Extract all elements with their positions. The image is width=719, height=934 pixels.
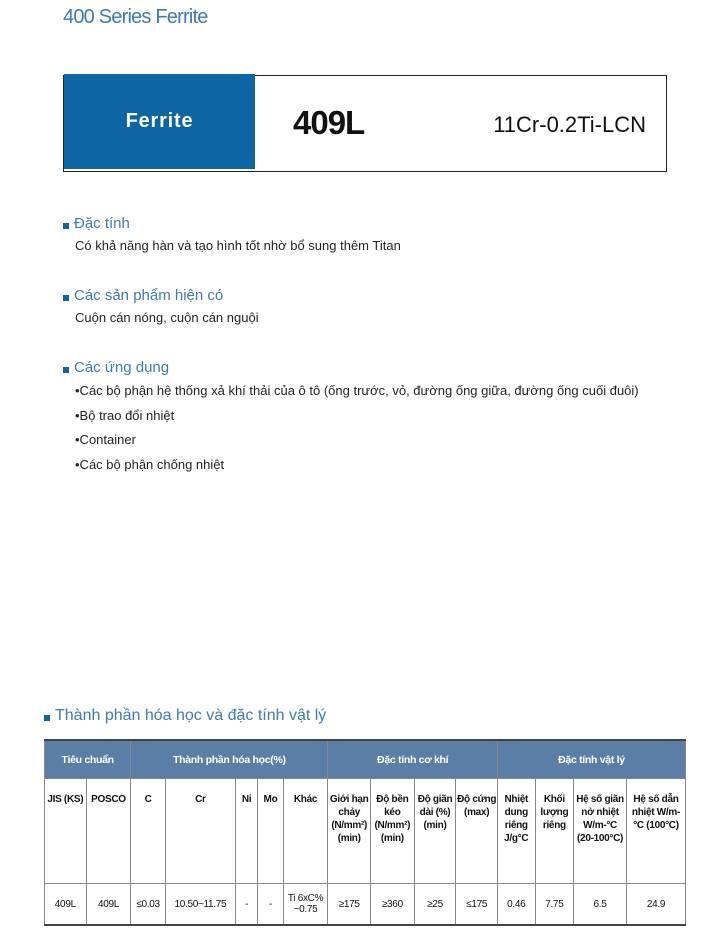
col-header-conductivity: Hệ số dẫn nhiệt W/m-°C (100°C) [626, 779, 685, 884]
col-header-tensile: Độ bền kéo (N/mm²) (min) [371, 779, 415, 884]
table-row [45, 884, 686, 926]
specs-table [44, 739, 686, 926]
composition-label: 11Cr-0.2Ti-LCN [493, 112, 646, 137]
cell-c: ≤0.03 [131, 884, 166, 926]
application-item: •Bộ trao đổi nhiệt [75, 407, 175, 423]
col-header-c: C [131, 779, 166, 884]
products-body: Cuộn cán nóng, cuộn cán nguội [75, 310, 259, 325]
products-title: Các sản phẩm hiện có [74, 287, 224, 304]
table-section-title [44, 707, 326, 725]
group-header-chemical: Thành phần hóa học(%) [131, 740, 328, 779]
cell-mo: - [258, 884, 283, 926]
application-item: •Container [75, 432, 136, 447]
cell-ni: - [235, 884, 257, 926]
cell-specific-heat: 0.46 [497, 884, 535, 926]
applications-title: Các ứng dụng [74, 359, 170, 376]
cell-hardness: ≤175 [456, 884, 498, 926]
group-header-mechanical: Đặc tính cơ khí [328, 740, 498, 779]
group-header-physical: Đặc tính vật lý [497, 740, 685, 779]
series-title: 400 Series Ferrite [63, 6, 208, 28]
square-bullet-icon [63, 223, 69, 229]
cell-tensile: ≥360 [371, 884, 415, 926]
cell-cr: 10.50~11.75 [165, 884, 235, 926]
cell-density: 7.75 [535, 884, 574, 926]
col-header-yield: Giới hạn chảy (N/mm²) (min) [328, 779, 371, 884]
properties-section [63, 215, 401, 253]
col-header-hardness: Độ cứng (max) [456, 779, 498, 884]
table-title: Thành phần hóa học và đặc tính vật lý [55, 707, 327, 724]
group-header-standard: Tiêu chuẩn [45, 740, 131, 779]
cell-conductivity: 24.9 [626, 884, 685, 926]
col-header-elongation: Độ giãn dài (%) (min) [414, 779, 456, 884]
cell-yield: ≥175 [328, 884, 371, 926]
col-header-mo: Mo [258, 779, 283, 884]
applications-section [63, 359, 639, 477]
cell-expansion: 6.5 [574, 884, 627, 926]
col-header-cr: Cr [165, 779, 235, 884]
products-section [63, 287, 259, 325]
col-header-specific-heat: Nhiệt dung riêng J/g°C [497, 779, 535, 884]
square-bullet-icon [44, 715, 50, 721]
properties-title: Đặc tính [74, 215, 130, 232]
col-header-other: Khác [283, 779, 328, 884]
square-bullet-icon [63, 295, 69, 301]
cell-elongation: ≥25 [414, 884, 456, 926]
col-header-ni: Ni [235, 779, 257, 884]
col-header-jis: JIS (KS) [45, 779, 87, 884]
square-bullet-icon [63, 367, 69, 373]
col-header-posco: POSCO [86, 779, 131, 884]
col-header-density: Khối lượng riêng [535, 779, 574, 884]
family-label: Ferrite [64, 74, 255, 169]
application-item: •Các bộ phận chống nhiệt [75, 456, 225, 472]
cell-jis: 409L [45, 884, 87, 926]
col-header-expansion: Hệ số giãn nở nhiệt W/m-°C (20-100°C) [574, 779, 627, 884]
product-header [63, 75, 667, 172]
cell-other: Ti 6xC% ~0.75 [283, 884, 328, 926]
cell-posco: 409L [86, 884, 131, 926]
properties-body: Có khả năng hàn và tạo hình tốt nhờ bổ sung thêm Titan [75, 238, 401, 253]
application-item: •Các bộ phận hệ thống xả khí thải của ô tô (ống trước, vỏ, đường ống giữa, đường ống cuối đuôi) [75, 383, 639, 398]
product-header-right [255, 76, 666, 171]
grade-label: 409L [293, 104, 365, 141]
